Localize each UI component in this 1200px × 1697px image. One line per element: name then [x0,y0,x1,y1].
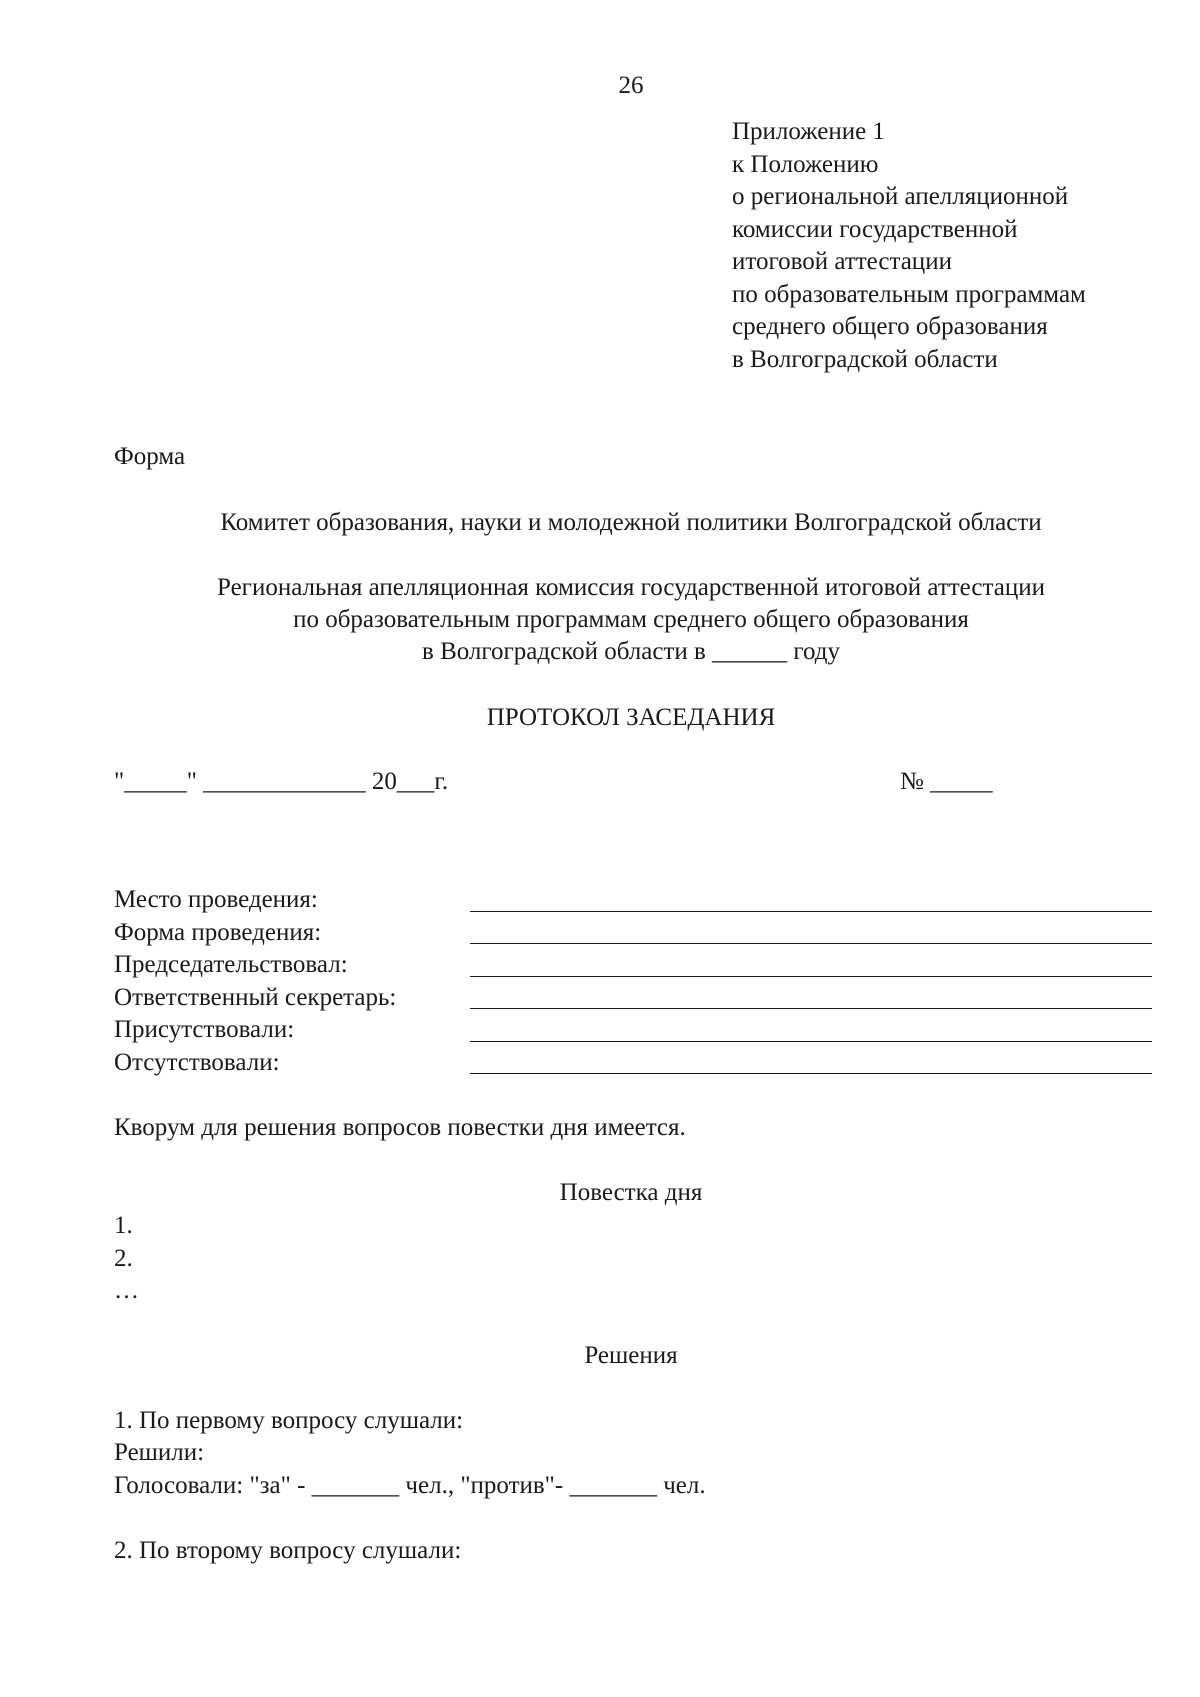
appendix-line: комиссии государственной [732,215,1018,243]
question-1-voted: Голосовали: "за" - _______ чел., "против"- _______ чел. [114,1472,706,1499]
field-line-absent [470,1073,1152,1074]
commission-line-2: по образовательным программам среднего общего образования [293,606,969,633]
appendix-line: о региональной апелляционной [732,183,1069,210]
page-number: 26 [618,72,644,99]
form-label: Форма [114,443,186,470]
appendix-line: к Положению [732,150,879,178]
appendix-block [732,116,1086,376]
list-item: 1. [114,1212,133,1239]
field-label-secretary: Ответственный секретарь: [114,983,397,1011]
field-label-present: Присутствовали: [114,1016,295,1043]
appendix-line: в Волгоградской области [732,345,998,373]
field-line-venue [470,911,1152,912]
protocol-number-line: № _____ [900,768,993,795]
field-label-chair: Председательствовал: [114,951,348,978]
field-line-chair [470,976,1152,977]
agenda-list [114,1210,139,1308]
question-2-heard: 2. По второму вопросу слушали: [114,1537,462,1564]
question-1-decided: Решили: [114,1439,205,1466]
field-label-absent: Отсутствовали: [114,1048,280,1076]
field-label-venue: Место проведения: [114,886,318,913]
appendix-line: по образовательным программам [732,280,1086,308]
meeting-fields-labels [114,884,396,1079]
question-1-heard: 1. По первому вопросу слушали: [114,1407,464,1434]
agenda-title: Повестка дня [559,1179,703,1206]
appendix-line: среднего общего образования [732,313,1048,340]
appendix-line: Приложение 1 [732,118,885,145]
quorum-text: Кворум для решения вопросов повестки дня имеется. [114,1114,686,1141]
list-item: … [114,1277,139,1304]
protocol-title: ПРОТОКОЛ ЗАСЕДАНИЯ [486,704,776,731]
field-label-format: Форма проведения: [114,918,322,946]
commission-line-3: в Волгоградской области в ______ году [422,638,840,665]
committee-name: Комитет образования, науки и молодежной политики Волгоградской области [220,509,1042,536]
appendix-line: итоговой аттестации [732,248,952,275]
commission-line-1: Региональная апелляционная комиссия государственной итоговой аттестации [217,574,1045,601]
field-line-format [470,943,1152,944]
field-line-present [470,1041,1152,1042]
field-line-secretary [470,1008,1152,1009]
decisions-title: Решения [584,1342,678,1369]
date-line: "_____" _____________ 20___г. [114,768,449,795]
list-item: 2. [114,1244,133,1272]
